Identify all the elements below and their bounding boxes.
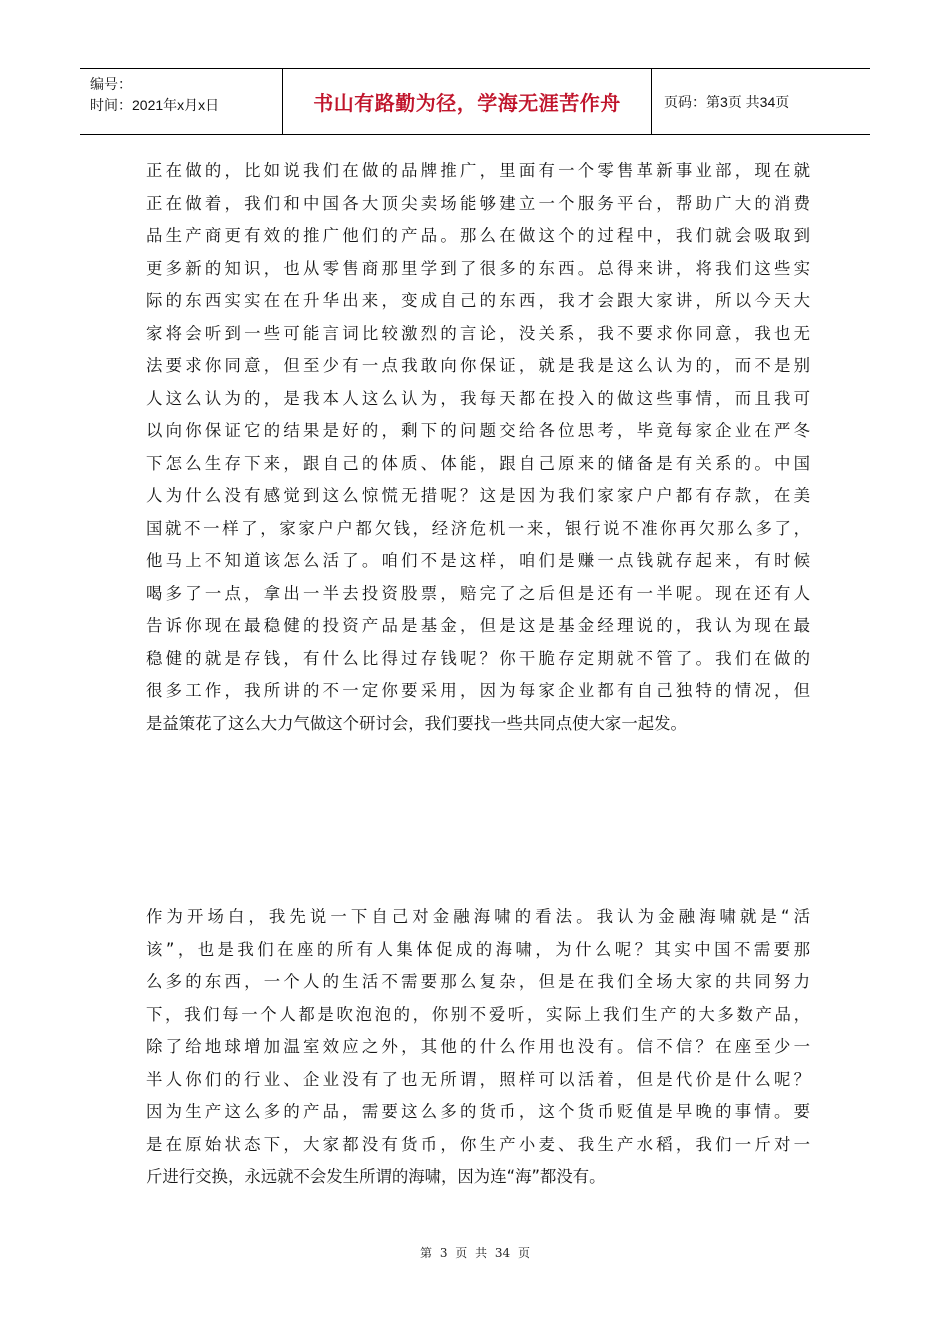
- serial-number-label: 编号：: [90, 76, 132, 92]
- header-page-info: 页码：第3页 共34页: [664, 93, 790, 110]
- text-line: 很多工作，我所讲的不一定你要采用，因为每家企业都有自己独特的情况，但: [146, 681, 810, 700]
- text-line: 该”，也是我们在座的所有人集体促成的海啸，为什么呢？其实中国不需要那: [146, 939, 810, 959]
- text-line: 是在原始状态下，大家都没有货币，你生产小麦、我生产水稻，我们一斤对一: [146, 1134, 810, 1154]
- header-motto: 书山有路勤为径，学海无涯苦作舟: [282, 69, 652, 134]
- text-line: 际的东西实实在在升华出来，变成自己的东西，我才会跟大家讲，所以今天大: [146, 291, 810, 310]
- text-line: 斤进行交换，永远就不会发生所谓的海啸，因为连“海”都没有。: [146, 1167, 606, 1186]
- text-line: 下，我们每一个人都是吹泡泡的，你别不爱听，实际上我们生产的大多数产品，: [146, 1004, 810, 1024]
- text-line: 法要求你同意，但至少有一点我敢向你保证，就是我是这么认为的，而不是别: [146, 356, 810, 375]
- text-line: 他马上不知道该怎么活了。咱们不是这样，咱们是赚一点钱就存起来，有时候: [146, 551, 810, 570]
- text-line: 国就不一样了，家家户户都欠钱，经济危机一来，银行说不准你再欠那么多了，: [146, 518, 810, 538]
- text-line: 因为生产这么多的产品，需要这么多的货币，这个货币贬值是早晚的事情。要: [146, 1102, 810, 1121]
- text-line: 人这么认为的，是我本人这么认为，我每天都在投入的做这些事情，而且我可: [146, 388, 810, 408]
- text-line: 以向你保证它的结果是好的，剩下的问题交给各位思考，毕竟每家企业在严冬: [146, 421, 810, 440]
- header-meta: [80, 69, 282, 134]
- text-line: 家将会听到一些可能言词比较激烈的言论，没关系，我不要求你同意，我也无: [146, 323, 810, 343]
- text-line: 喝多了一点，拿出一半去投资股票，赔完了之后但是还有一半呢。现在还有人: [146, 583, 810, 603]
- text-line: 告诉你现在最稳健的投资产品是基金，但是这是基金经理说的，我认为现在最: [146, 616, 810, 635]
- text-line: 下怎么生存下来，跟自己的体质、体能，跟自己原来的储备是有关系的。中国: [146, 453, 810, 473]
- paragraph-1: [146, 155, 810, 740]
- date-label: 时间：2021年x月x日: [90, 97, 220, 113]
- text-line: 正在做着，我们和中国各大顶尖卖场能够建立一个服务平台，帮助广大的消费: [146, 193, 810, 213]
- paragraph-2: [146, 901, 810, 1194]
- text-line: 半人你们的行业、企业没有了也无所谓，照样可以活着，但是代价是什么呢？: [146, 1069, 810, 1089]
- document-header: [80, 68, 870, 135]
- text-line: 人为什么没有感觉到这么惊慌无措呢？这是因为我们家家户户都有存款，在美: [146, 486, 810, 505]
- page-footer: 第 3 页 共 34 页: [420, 1246, 530, 1260]
- text-line: 更多新的知识，也从零售商那里学到了很多的东西。总得来讲，将我们这些实: [146, 258, 810, 278]
- text-line: 稳健的就是存钱，有什么比得过存钱呢？你干脆存定期就不管了。我们在做的: [146, 648, 810, 668]
- text-line: 正在做的，比如说我们在做的品牌推广，里面有一个零售革新事业部，现在就: [146, 161, 810, 180]
- text-line: 除了给地球增加温室效应之外，其他的什么作用也没有。信不信？在座至少一: [146, 1037, 810, 1056]
- text-line: 是益策花了这么大力气做这个研讨会，我们要找一些共同点使大家一起发。: [146, 713, 687, 733]
- text-line: 么多的东西，一个人的生活不需要那么复杂，但是在我们全场大家的共同努力: [146, 972, 810, 991]
- text-line: 品生产商更有效的推广他们的产品。那么在做这个的过程中，我们就会吸取到: [146, 226, 810, 245]
- text-line: 作为开场白，我先说一下自己对金融海啸的看法。我认为金融海啸就是“活: [146, 907, 810, 926]
